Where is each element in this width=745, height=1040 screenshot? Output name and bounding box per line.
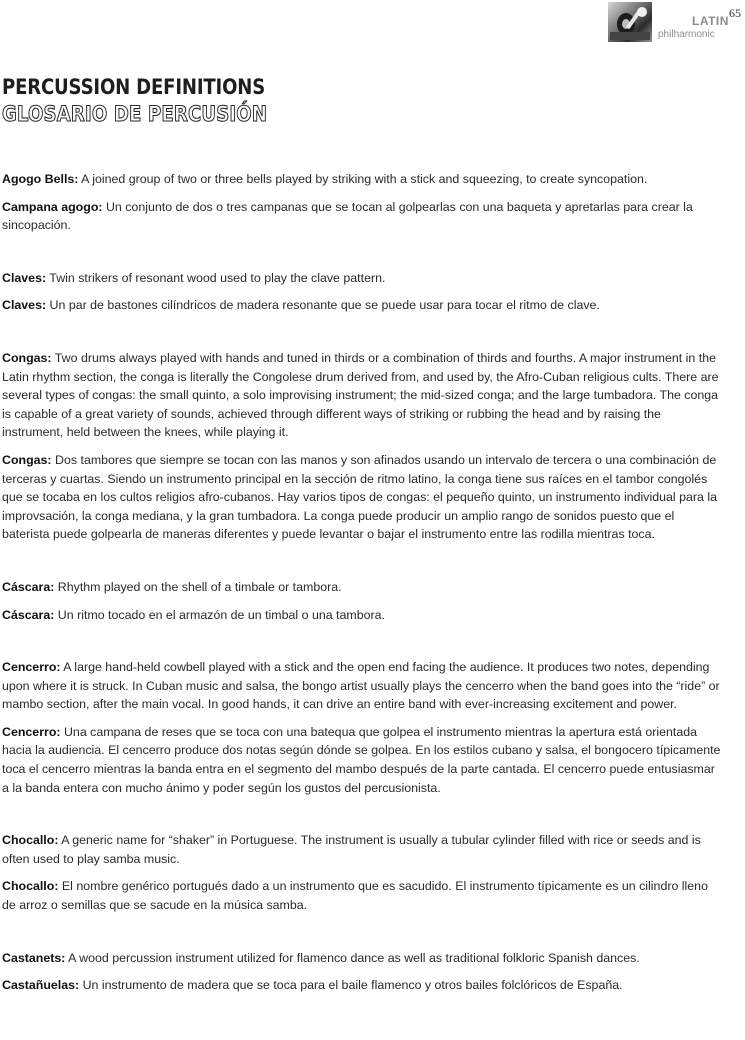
definition-entry <box>2 170 724 235</box>
definitions-list <box>2 170 724 1029</box>
definition-spanish <box>2 296 724 315</box>
definition-text: A joined group of two or three bells played by striking with a stick and squeezing, to create syncopation. <box>78 172 648 186</box>
definition-entry <box>2 831 724 914</box>
definition-entry <box>2 949 724 995</box>
page-titles <box>2 74 310 128</box>
definition-spanish <box>2 877 724 914</box>
term-english: Cencerro: <box>2 660 61 675</box>
logo-text-latin: LATIN <box>692 14 729 28</box>
definition-spanish <box>2 976 724 995</box>
term-spanish: Campana agogo: <box>2 199 103 214</box>
term-english: Castanets: <box>2 950 66 965</box>
definition-english <box>2 349 724 442</box>
term-spanish: Cencerro: <box>2 724 61 739</box>
definition-entry <box>2 578 724 624</box>
definition-text: Twin strikers of resonant wood used to play the clave pattern. <box>46 270 386 285</box>
definition-english <box>2 269 724 288</box>
definition-entry <box>2 269 724 315</box>
term-english: Chocallo: <box>2 833 59 848</box>
definition-spanish <box>2 451 724 544</box>
definition-text: A generic name for “shaker” in Portuguese. The instrument is usually a tubular cylinder filled with rice or seeds and is often used to play samba music. <box>2 833 701 866</box>
instruments-photo-icon <box>608 2 652 42</box>
definition-english <box>2 831 724 868</box>
title-spanish: GLOSARIO DE PERCUSIÓN <box>2 102 268 126</box>
latin-philharmonic-logo <box>608 2 728 42</box>
term-spanish: Castañuelas: <box>2 978 80 993</box>
definition-text: El nombre genérico portugués dado a un instrumento que es sacudido. El instrumento típicamente es un cilindro lleno de arroz o semillas que se sacude en la música samba. <box>2 879 708 913</box>
definition-text: Dos tambores que siempre se tocan con las manos y son afinados usando un intervalo de tercera o una combinación de terceras y cuartas. Siendo un instrumento principal en la sección de ritmo latino, la conga tiene sus raíces en el tambor congolés que se tocaba en los cultos religios afro-cubanos. Hay varios tipos de congas: el pequeño quinto, un instrumento individual para la improvsación, la conga mediana, y la gran tumbadora. La conga puede producir un amplio rango de sonidos puesto que el baterista puede golpearla de maneras diferentes y puede levantar o bajar el instrumento entre las rodilla mientras toca. <box>2 452 717 542</box>
term-english: Cáscara: <box>2 579 55 594</box>
term-english: Claves: <box>2 270 47 285</box>
definition-text: Two drums always played with hands and tuned in thirds or a combination of thirds and fourths. A major instrument in the Latin rhythm section, the conga is literally the Congolese drum derived from, and used by, the Afro-Cuban religious cults. There are several types of congas: the small quinto, a solo improvising instrument; the mid-sized conga; and the large tumbadora. The conga is capable of a great variety of sounds, achieved through different ways of striking or rubbing the head and by raising the instrument, held between the knees, while playing it. <box>2 350 719 440</box>
title-english: PERCUSSION DEFINITIONS <box>2 75 266 99</box>
definition-text: Una campana de reses que se toca con una batequa que golpea el instrumento mientras la apertura está orientada hacia la audiencia. El cencerro produce dos notas según dónde se golpea. En los estilos cubano y salsa, el bongocero típicamente toca el cencerro mientras la banda entra en el segmento del mambo después de la parte cantada. El cencerro puede entusiasmar a la banda entera con mucho ánimo y poder según los gustos del percusionista. <box>2 724 721 795</box>
definition-spanish <box>2 198 724 235</box>
definition-text: Un par de bastones cilíndricos de madera resonante que se puede usar para tocar el ritmo de clave. <box>46 298 600 313</box>
definition-english <box>2 170 724 189</box>
definition-text: A large hand-held cowbell played with a stick and the open end facing the audience. It produces two notes, depending upon where it is struck. In Cuban music and salsa, the bongo artist usually plays the cencerro when the band goes into the “ride” or mambo section, after the main vocal. In good hands, it can drive an entire band with ever-increasing excitement and power. <box>2 660 720 712</box>
term-english: Agogo Bells: <box>2 172 79 186</box>
definition-entry <box>2 349 724 544</box>
term-spanish: Cáscara: <box>2 607 55 622</box>
term-english: Congas: <box>2 350 52 365</box>
definition-english <box>2 578 724 597</box>
term-spanish: Claves: <box>2 298 47 313</box>
logo-text-philharmonic: philharmonic <box>658 29 715 40</box>
term-spanish: Congas: <box>2 452 52 467</box>
term-spanish: Chocallo: <box>2 879 59 894</box>
definition-text: A wood percussion instrument utilized for flamenco dance as well as traditional folkloric Spanish dances. <box>65 950 640 965</box>
definition-text: Un conjunto de dos o tres campanas que se tocan al golpearlas con una baqueta y apretarlas para crear la sincopación. <box>2 199 693 233</box>
page-number: 65 <box>729 6 741 20</box>
definition-text: Un ritmo tocado en el armazón de un timbal o una tambora. <box>54 607 385 622</box>
definition-english <box>2 658 724 714</box>
definition-spanish <box>2 606 724 625</box>
definition-entry <box>2 658 724 797</box>
definition-english <box>2 949 724 968</box>
definition-text: Un instrumento de madera que se toca para el baile flamenco y otros bailes folclóricos de España. <box>79 978 623 993</box>
definition-spanish <box>2 723 724 797</box>
definition-text: Rhythm played on the shell of a timbale or tambora. <box>54 579 342 594</box>
